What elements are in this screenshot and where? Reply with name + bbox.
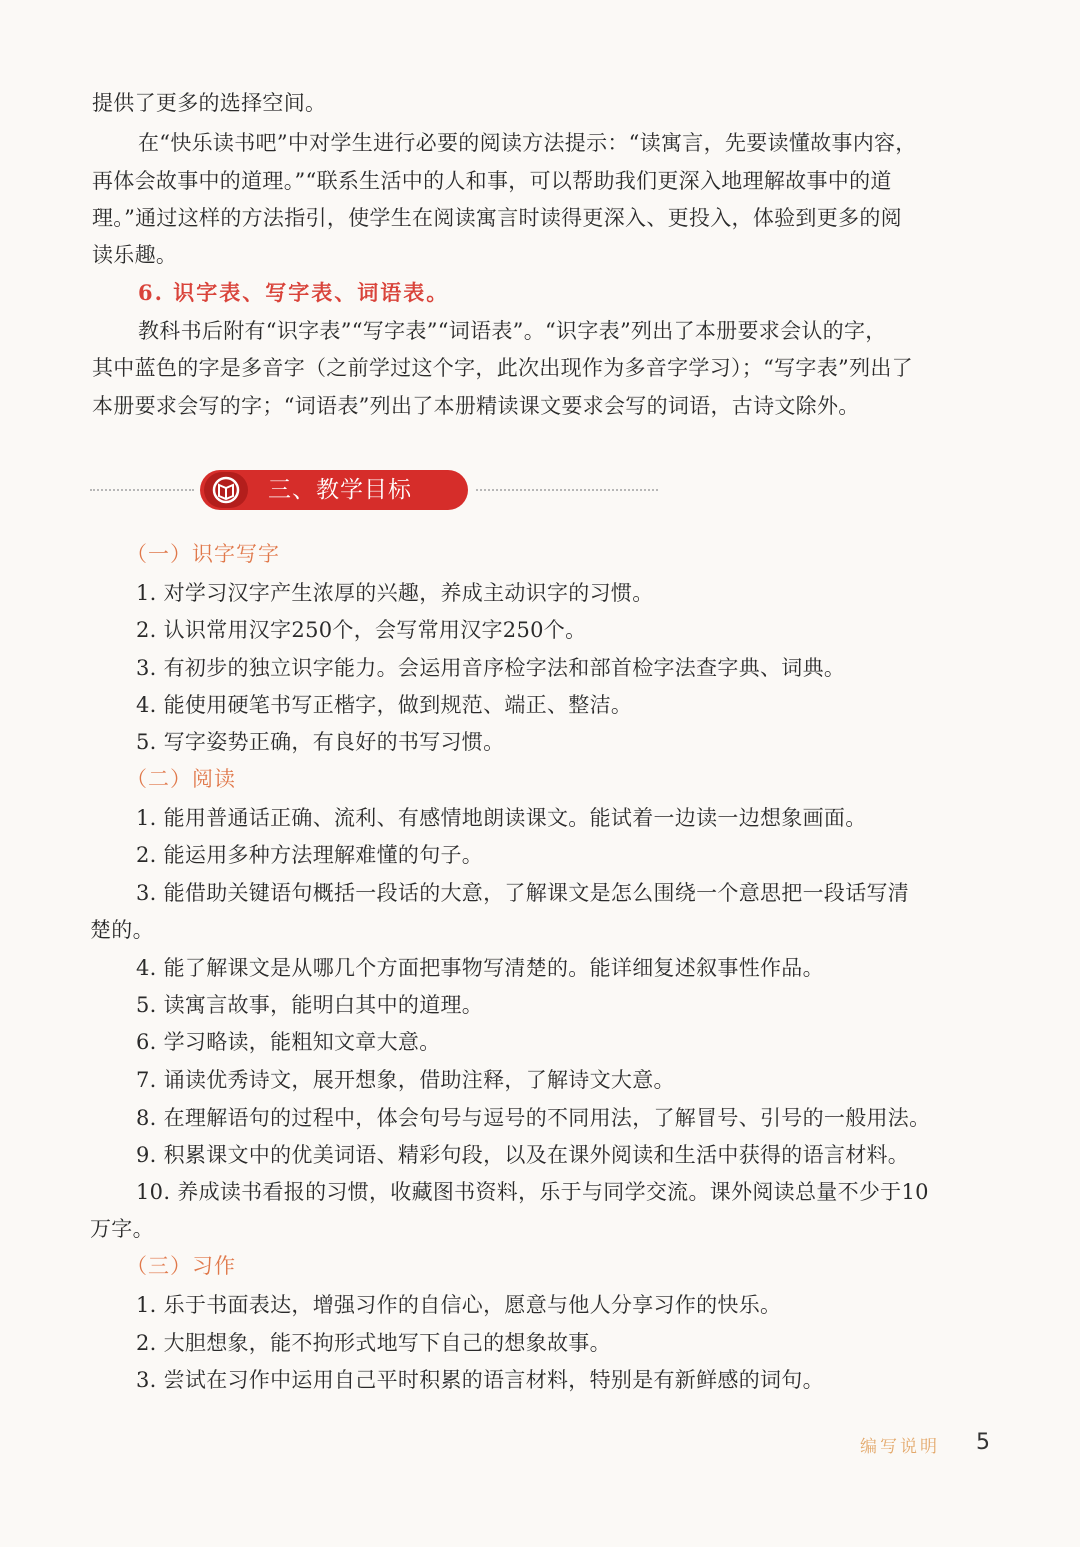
book-icon: [204, 472, 248, 508]
list-item: 1. 乐于书面表达，增强习作的自信心，愿意与他人分享习作的快乐。: [136, 1293, 782, 1317]
list-item: 7. 诵读优秀诗文，展开想象，借助注释，了解诗文大意。: [136, 1068, 675, 1092]
list-item: 万字。: [90, 1217, 154, 1241]
intro-line: 理。”通过这样的方法指引，使学生在阅读寓言时读得更深入、更投入，体验到更多的阅: [92, 206, 902, 230]
list-item: 9. 积累课文中的优美词语、精彩句段，以及在课外阅读和生活中获得的语言材料。: [136, 1143, 910, 1167]
section-6-line: 其中蓝色的字是多音字（之前学过这个字，此次出现作为多音字学习）；“写字表”列出了: [92, 356, 913, 380]
list-item: 2. 大胆想象，能不拘形式地写下自己的想象故事。: [136, 1331, 611, 1355]
list-item: 2. 能运用多种方法理解难懂的句子。: [136, 843, 484, 867]
list-item: 3. 有初步的独立识字能力。会运用音序检字法和部首检字法查字典、词典。: [136, 656, 846, 680]
goal-heading-reading: （二）阅读: [126, 767, 236, 791]
list-item: 4. 能使用硬笔书写正楷字，做到规范、端正、整洁。: [136, 693, 633, 717]
section-banner: [200, 470, 468, 510]
list-item: 1. 对学习汉字产生浓厚的兴趣，养成主动识字的习惯。: [136, 581, 654, 605]
list-item: 10. 养成读书看报的习惯，收藏图书资料，乐于与同学交流。课外阅读总量不少于10: [136, 1180, 929, 1204]
list-item: 8. 在理解语句的过程中，体会句号与逗号的不同用法，了解冒号、引号的一般用法。: [136, 1106, 931, 1130]
list-item: 6. 学习略读，能粗知文章大意。: [136, 1030, 441, 1054]
list-item: 3. 尝试在习作中运用自己平时积累的语言材料，特别是有新鲜感的词句。: [136, 1368, 824, 1392]
list-item: 4. 能了解课文是从哪几个方面把事物写清楚的。能详细复述叙事性作品。: [136, 956, 824, 980]
intro-line: 读乐趣。: [92, 243, 178, 267]
intro-line: 再体会故事中的道理。”“联系生活中的人和事，可以帮助我们更深入地理解故事中的道: [92, 169, 892, 193]
intro-line: 在“快乐读书吧”中对学生进行必要的阅读方法提示：“读寓言，先要读懂故事内容，: [138, 131, 917, 155]
list-item: 楚的。: [90, 918, 154, 942]
list-item: 2. 认识常用汉字250个，会写常用汉字250个。: [136, 618, 587, 642]
intro-line: 提供了更多的选择空间。: [92, 91, 327, 115]
section-6-heading: 6. 识字表、写字表、词语表。: [138, 280, 450, 305]
page-number: 5: [976, 1430, 990, 1455]
section-6-line: 教科书后附有“识字表”“写字表”“词语表”。“识字表”列出了本册要求会认的字，: [138, 319, 887, 343]
footer-section-label: 编写说明: [860, 1437, 940, 1457]
list-item: 5. 读寓言故事，能明白其中的道理。: [136, 993, 484, 1017]
list-item: 1. 能用普通话正确、流利、有感情地朗读课文。能试着一边读一边想象画面。: [136, 806, 867, 830]
section-6-line: 本册要求会写的字；“词语表”列出了本册精读课文要求会写的词语，古诗文除外。: [92, 394, 860, 418]
goal-heading-writing: （三）习作: [126, 1254, 236, 1278]
goal-heading-literacy: （一）识字写字: [126, 542, 280, 566]
list-item: 5. 写字姿势正确，有良好的书写习惯。: [136, 730, 505, 754]
section-title: 三、教学目标: [268, 477, 412, 503]
banner-divider-right: [476, 489, 658, 491]
banner-divider-left: [90, 489, 194, 491]
list-item: 3. 能借助关键语句概括一段话的大意，了解课文是怎么围绕一个意思把一段话写清: [136, 881, 910, 905]
